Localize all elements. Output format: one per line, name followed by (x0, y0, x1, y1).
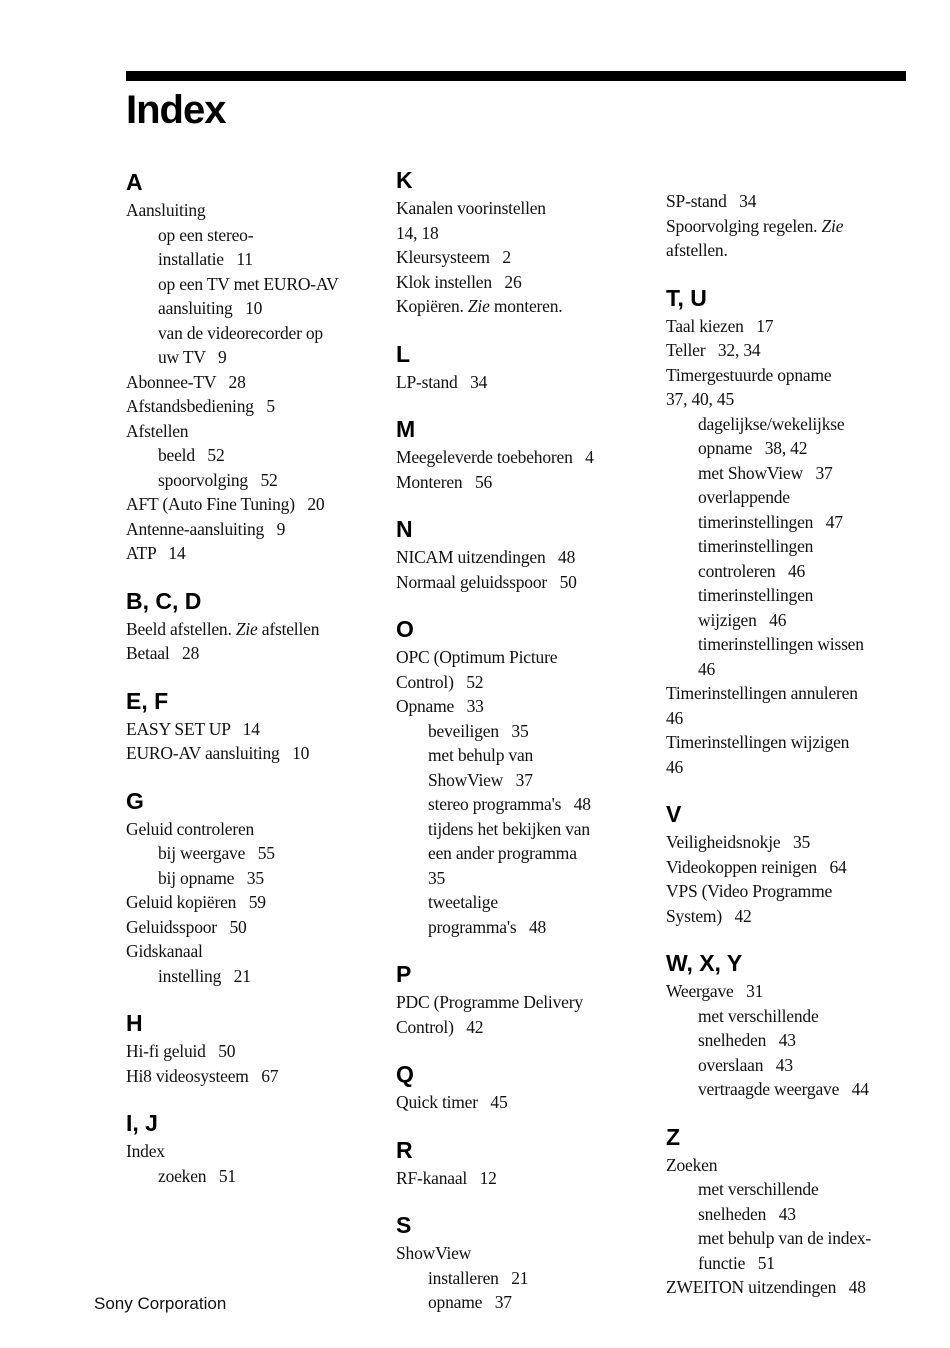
entry-text: Timerinstellingen wijzigen (666, 732, 850, 752)
entry-text: Geluid controleren (126, 818, 255, 839)
index-subentry (126, 346, 376, 369)
index-entry (126, 916, 376, 939)
entry-text: Betaal 28 (126, 643, 200, 663)
entry-text: OPC (Optimum Picture (396, 647, 558, 667)
index-subentry (666, 1029, 916, 1052)
index-entry (666, 364, 916, 387)
index-entry (126, 199, 376, 222)
entry-text: Beeld afstellen. (126, 618, 236, 639)
section-letter: T, U (666, 284, 707, 311)
entry-text: snelheden 43 (698, 1203, 796, 1224)
index-entry (396, 571, 646, 594)
index-subentry (126, 842, 376, 865)
entry-text: 35 (428, 867, 446, 888)
entry-text: vertraagde weergave 44 (698, 1079, 869, 1099)
section-letter: Q (396, 1061, 414, 1087)
entry-text: stereo programma's 48 (428, 794, 591, 814)
index-subentry (666, 1005, 916, 1028)
index-entry (396, 446, 646, 469)
index-entry (666, 388, 916, 411)
entry-see-target: afstellen (257, 618, 320, 639)
index-entry (666, 190, 916, 213)
index-entries (396, 446, 646, 493)
index-column-3 (666, 190, 916, 1321)
entry-text: Normaal geluidsspoor 50 (396, 571, 577, 592)
entry-text: System) 42 (666, 905, 752, 926)
index-entry (666, 682, 916, 705)
index-entry (396, 271, 646, 294)
entry-text: Timergestuurde opname (666, 364, 832, 385)
index-subentry (126, 444, 376, 467)
index-subentry (666, 1227, 916, 1250)
entry-text: EURO-AV aansluiting 10 (126, 743, 310, 763)
index-subentry (666, 486, 916, 509)
entry-text: ATP 14 (126, 543, 186, 563)
entry-text: 46 (666, 707, 684, 728)
index-subentry (396, 916, 646, 939)
index-entry (126, 891, 376, 914)
section-letter: G (126, 787, 144, 814)
index-subentry (666, 1203, 916, 1226)
index-subentry (666, 1054, 916, 1077)
entry-text: tweetalige (428, 892, 498, 912)
index-entries (396, 1091, 646, 1114)
index-entry (396, 695, 646, 718)
entry-text: Monteren 56 (396, 471, 493, 492)
entry-text: Meegeleverde toebehoren 4 (396, 447, 594, 467)
index-subentry (396, 720, 646, 743)
entry-text: bij weergave 55 (158, 843, 275, 863)
entry-text: Control) 42 (396, 1016, 484, 1037)
entry-text: NICAM uitzendingen 48 (396, 547, 576, 567)
entry-text: Kopiëren. (396, 296, 468, 316)
entry-text: Afstellen (126, 420, 189, 441)
entry-text: Taal kiezen 17 (666, 315, 774, 336)
entry-text: van de videorecorder op (158, 322, 323, 343)
index-section (396, 1211, 646, 1314)
entry-text: met behulp van de index- (698, 1228, 872, 1248)
entry-text: Hi-fi geluid 50 (126, 1041, 236, 1061)
index-subentry (666, 1178, 916, 1201)
section-letter: H (126, 1010, 143, 1036)
page-title: Index (126, 88, 226, 132)
index-entry (126, 395, 376, 418)
index-section (396, 1136, 646, 1190)
index-subentry (666, 609, 916, 632)
section-letter: K (396, 167, 413, 193)
entry-text: Gidskanaal (126, 941, 203, 961)
entry-text: timerinstellingen 47 (698, 511, 843, 532)
index-section (666, 190, 916, 262)
index-entry (666, 707, 916, 730)
index-section (126, 587, 376, 665)
index-entry (126, 718, 376, 741)
index-entry (396, 1242, 646, 1265)
entry-text: Hi8 videosysteem 67 (126, 1065, 279, 1086)
index-entry (126, 542, 376, 565)
index-entry (126, 1065, 376, 1088)
entry-text: opname 37 (428, 1292, 512, 1312)
entry-text: Veiligheidsnokje 35 (666, 832, 811, 852)
index-entry (396, 546, 646, 569)
index-section (396, 340, 646, 394)
index-entry (666, 1276, 916, 1299)
section-letter: I, J (126, 1110, 158, 1136)
index-entries (666, 831, 916, 927)
index-entry (126, 518, 376, 541)
entry-see-target: monteren. (489, 296, 563, 316)
section-letter: L (396, 340, 411, 367)
section-letter: S (396, 1212, 412, 1238)
index-subentry (396, 891, 646, 914)
index-entry (126, 1140, 376, 1163)
index-subentry (666, 413, 916, 436)
entry-text: Timerinstellingen annuleren (666, 683, 858, 703)
entry-text: Aansluiting (126, 200, 206, 220)
index-entry (666, 880, 916, 903)
section-letter: V (666, 801, 682, 827)
entry-text: Videokoppen reinigen 64 (666, 856, 847, 877)
entry-text: Zoeken (666, 1154, 718, 1175)
index-subentry (126, 469, 376, 492)
entry-text: Opname 33 (396, 696, 484, 716)
index-section (666, 1123, 916, 1299)
entry-text: Control) 52 (396, 671, 484, 692)
index-section (396, 960, 646, 1038)
index-section (396, 615, 646, 938)
index-entry (126, 1040, 376, 1063)
index-section (126, 1009, 376, 1087)
index-subentry (396, 1291, 646, 1314)
index-subentry (126, 224, 376, 247)
index-entry (126, 371, 376, 394)
index-subentry (126, 1165, 376, 1188)
entry-text: beveiligen 35 (428, 720, 529, 741)
index-entry (396, 222, 646, 245)
section-letter: O (396, 616, 414, 642)
entry-text: programma's 48 (428, 916, 547, 937)
index-entry (396, 991, 646, 1014)
entry-text: VPS (Video Programme (666, 881, 833, 901)
index-subentry (666, 584, 916, 607)
section-letter: E, F (126, 687, 169, 714)
index-entries (396, 991, 646, 1038)
index-entries (396, 546, 646, 593)
index-entry (396, 197, 646, 220)
index-subentry (396, 867, 646, 890)
index-entries (396, 197, 646, 318)
entry-text: Geluid kopiëren 59 (126, 892, 266, 912)
entry-text: Afstandsbediening 5 (126, 396, 275, 416)
entry-text: Antenne-aansluiting 9 (126, 518, 286, 539)
index-entry (396, 371, 646, 394)
index-entries (126, 199, 376, 565)
index-entry (666, 215, 916, 238)
entry-text: 14, 18 (396, 222, 439, 243)
entry-text: EASY SET UP 14 (126, 718, 260, 739)
index-entry (396, 246, 646, 269)
entry-text: Kanalen voorinstellen (396, 198, 546, 218)
index-subentry (666, 437, 916, 460)
entry-text: installatie 11 (158, 249, 253, 269)
entry-text: controleren 46 (698, 560, 806, 581)
entry-text: wijzigen 46 (698, 609, 787, 630)
entry-text: Index (126, 1141, 165, 1161)
index-entry (666, 315, 916, 338)
index-entries (396, 1167, 646, 1190)
index-subentry (396, 769, 646, 792)
index-entry (126, 642, 376, 665)
index-subentry (666, 462, 916, 485)
index-subentry (126, 273, 376, 296)
entry-text: 46 (698, 658, 716, 679)
section-letter: Z (666, 1123, 681, 1150)
entry-text: AFT (Auto Fine Tuning) 20 (126, 494, 325, 514)
index-entry (396, 1167, 646, 1190)
index-entries (126, 1040, 376, 1087)
index-column-1 (126, 168, 376, 1209)
section-letter: P (396, 961, 412, 987)
index-subentry (666, 1078, 916, 1101)
entry-text: een ander programma (428, 843, 577, 863)
index-section (396, 166, 646, 318)
index-subentry (126, 867, 376, 890)
entry-text: RF-kanaal 12 (396, 1167, 497, 1188)
index-column-2 (396, 166, 646, 1336)
index-entries (126, 718, 376, 765)
index-entries (666, 315, 916, 779)
index-subentry (666, 1252, 916, 1275)
index-entries (126, 1140, 376, 1187)
index-subentry (666, 658, 916, 681)
index-entries (396, 646, 646, 938)
index-entry (126, 493, 376, 516)
index-entry (666, 831, 916, 854)
entry-text: 37, 40, 45 (666, 389, 735, 409)
entry-text: beeld 52 (158, 445, 225, 465)
entry-text: met behulp van (428, 745, 534, 765)
index-entries (666, 190, 916, 262)
entry-text: afstellen. (666, 240, 728, 260)
entry-see-ref: Zie (821, 215, 844, 236)
entry-text: Abonnee-TV 28 (126, 371, 246, 392)
index-subentry (666, 560, 916, 583)
entry-text: Geluidsspoor 50 (126, 916, 247, 937)
entry-text: op een TV met EURO-AV (158, 273, 339, 294)
index-section (126, 787, 376, 988)
entry-text: uw TV 9 (158, 347, 227, 367)
index-subentry (126, 322, 376, 345)
entry-text: bij opname 35 (158, 867, 264, 888)
entry-text: opname 38, 42 (698, 438, 808, 458)
index-entry (126, 742, 376, 765)
entry-text: Weergave 31 (666, 981, 764, 1001)
index-entry (396, 295, 646, 318)
index-entry (396, 671, 646, 694)
index-entry (126, 940, 376, 963)
index-section (126, 687, 376, 765)
index-subentry (666, 535, 916, 558)
index-entry (396, 1091, 646, 1114)
entry-text: dagelijkse/wekelijkse (698, 413, 845, 434)
entry-text: met verschillende (698, 1005, 819, 1026)
index-entry (666, 905, 916, 928)
index-entry (126, 818, 376, 841)
index-entries (126, 818, 376, 988)
index-entries (666, 1154, 916, 1299)
entry-text: PDC (Programme Delivery (396, 992, 583, 1012)
footer-company: Sony Corporation (94, 1294, 227, 1313)
index-section (126, 1109, 376, 1187)
index-subentry (396, 842, 646, 865)
index-entries (396, 1242, 646, 1314)
index-entries (126, 618, 376, 665)
section-letter: W, X, Y (666, 950, 743, 976)
index-subentry (126, 965, 376, 988)
entry-text: functie 51 (698, 1252, 775, 1273)
entry-text: zoeken 51 (158, 1165, 236, 1186)
entry-text: met verschillende (698, 1179, 819, 1199)
entry-text: instelling 21 (158, 965, 251, 986)
index-section (396, 515, 646, 593)
index-entry (126, 618, 376, 641)
entry-text: overlappende (698, 487, 790, 507)
entry-text: LP-stand 34 (396, 371, 488, 392)
entry-text: Spoorvolging regelen. (666, 215, 822, 236)
index-section (396, 1060, 646, 1114)
entry-text: Klok instellen 26 (396, 271, 522, 292)
index-entry (666, 980, 916, 1003)
index-section (666, 800, 916, 927)
index-section (396, 415, 646, 493)
index-entries (396, 371, 646, 394)
header-rule (126, 71, 906, 81)
index-subentry (666, 633, 916, 656)
index-subentry (396, 818, 646, 841)
index-entry (666, 339, 916, 362)
entry-see-ref: Zie (235, 618, 258, 639)
entry-text: 46 (666, 756, 684, 777)
entry-text: ShowView (396, 1243, 472, 1263)
entry-text: ZWEITON uitzendingen 48 (666, 1277, 866, 1297)
entry-text: overslaan 43 (698, 1054, 793, 1075)
entry-text: spoorvolging 52 (158, 469, 278, 490)
index-entry (396, 471, 646, 494)
index-entry (666, 856, 916, 879)
index-entry (666, 1154, 916, 1177)
entry-text: met ShowView 37 (698, 462, 833, 483)
index-entry (396, 646, 646, 669)
section-letter: M (396, 416, 416, 442)
entry-text: Teller 32, 34 (666, 340, 761, 360)
entry-text: timerinstellingen wissen (698, 634, 864, 654)
index-subentry (126, 297, 376, 320)
section-letter: N (396, 516, 413, 542)
index-subentry (396, 793, 646, 816)
index-subentry (396, 1267, 646, 1290)
section-letter: B, C, D (126, 587, 202, 614)
index-entry (666, 731, 916, 754)
index-section (666, 284, 916, 779)
index-entries (666, 980, 916, 1101)
entry-text: installeren 21 (428, 1267, 529, 1288)
index-section (126, 168, 376, 565)
entry-see-ref: Zie (467, 296, 490, 316)
index-entry (666, 756, 916, 779)
index-subentry (126, 248, 376, 271)
index-entry (396, 1016, 646, 1039)
entry-text: timerinstellingen (698, 536, 814, 556)
section-letter: A (126, 169, 143, 195)
entry-text: tijdens het bekijken van (428, 818, 590, 839)
entry-text: timerinstellingen (698, 585, 814, 605)
entry-text: ShowView 37 (428, 769, 533, 790)
index-section (666, 949, 916, 1101)
index-entry (126, 420, 376, 443)
entry-text: SP-stand 34 (666, 191, 757, 211)
index-subentry (666, 511, 916, 534)
index-entry (666, 239, 916, 262)
section-letter: R (396, 1136, 413, 1163)
index-subentry (396, 744, 646, 767)
entry-text: aansluiting 10 (158, 298, 263, 318)
entry-text: Kleursysteem 2 (396, 247, 511, 267)
entry-text: Quick timer 45 (396, 1092, 508, 1112)
entry-text: snelheden 43 (698, 1030, 796, 1050)
entry-text: op een stereo- (158, 224, 254, 245)
